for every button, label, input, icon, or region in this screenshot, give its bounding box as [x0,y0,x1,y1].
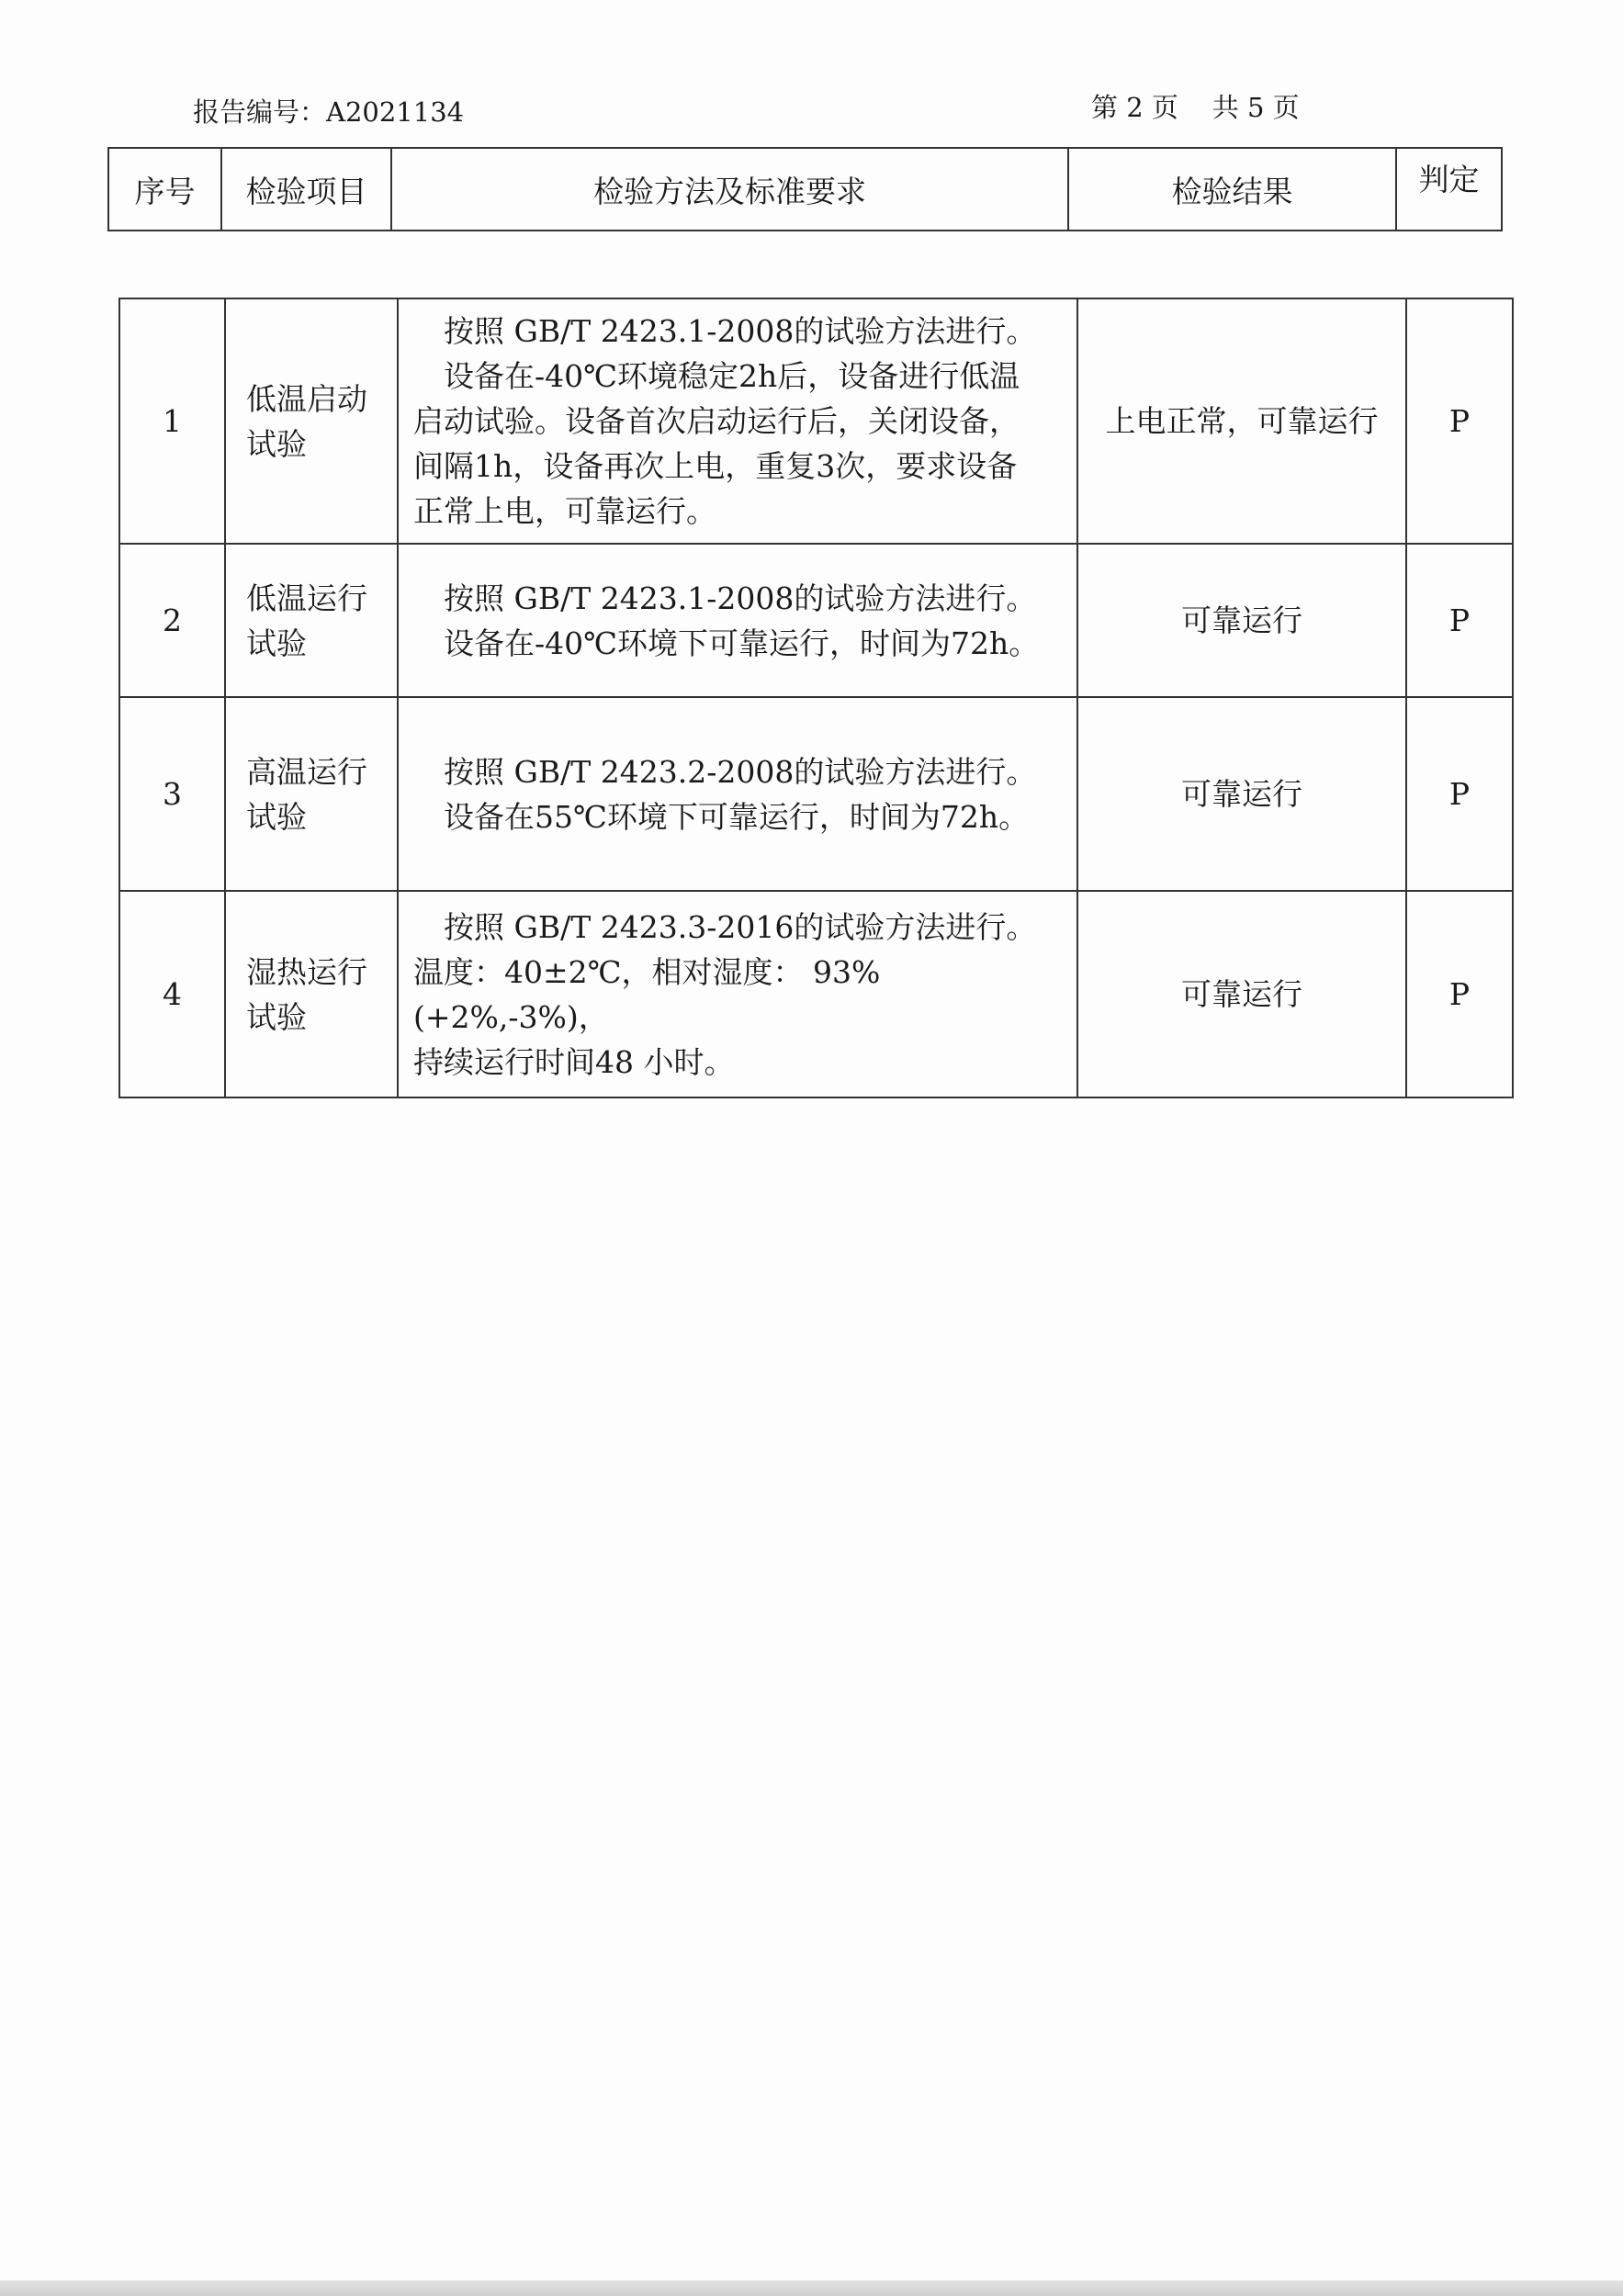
row-item [225,697,398,891]
row-seq: 3 [119,697,225,891]
page-indicator: 第 2 页 共 5 页 [1091,92,1300,123]
item-line: 试验 [246,998,307,1035]
item-line: 湿热运行 [246,953,367,990]
col-header-method: 检验方法及标准要求 [391,148,1068,231]
method-line: 持续运行时间48 小时。 [413,1043,735,1080]
row-method [398,544,1077,697]
method-line: 正常上电，可靠运行。 [413,493,716,529]
col-header-judge: 判定 [1396,148,1502,231]
method-line: 温度：40±2℃，相对湿度： 93%(+2%,-3%)， [413,953,881,1035]
col-header-seq: 序号 [108,148,221,231]
row-judge: P [1406,891,1513,1097]
row-method [398,697,1077,891]
method-line: 按照 GB/T 2423.2-2008的试验方法进行。 [413,753,1037,790]
report-number: 报告编号：A2021134 [193,96,465,128]
row-seq: 4 [119,891,225,1097]
col-header-result: 检验结果 [1068,148,1396,231]
row-result: 可靠运行 [1077,544,1406,697]
row-judge: P [1406,298,1513,544]
row-seq: 2 [119,544,225,697]
row-item [225,544,398,697]
method-line: 设备在-40℃环境稳定2h后，设备进行低温 [413,358,1020,394]
row-result: 可靠运行 [1077,891,1406,1097]
table-row [119,544,1513,697]
row-seq: 1 [119,298,225,544]
method-line: 按照 GB/T 2423.1-2008的试验方法进行。 [413,580,1037,616]
item-line: 试验 [246,798,307,835]
row-method [398,891,1077,1097]
scan-edge-shadow [0,2280,1623,2296]
inspection-table [118,298,1514,1098]
method-line: 按照 GB/T 2423.3-2016的试验方法进行。 [413,908,1037,945]
table-row [119,697,1513,891]
column-header-table [107,147,1503,231]
item-line: 试验 [246,425,307,462]
row-method [398,298,1077,544]
item-line: 低温启动 [246,380,367,417]
item-line: 试验 [246,625,307,661]
method-line: 设备在-40℃环境下可靠运行，时间为72h。 [413,625,1040,661]
row-judge: P [1406,697,1513,891]
row-item [225,891,398,1097]
row-judge: P [1406,544,1513,697]
item-line: 低温运行 [246,580,367,616]
method-line: 按照 GB/T 2423.1-2008的试验方法进行。 [413,313,1037,349]
col-header-item: 检验项目 [221,148,391,231]
column-header-row [108,148,1502,231]
item-line: 高温运行 [246,753,367,790]
row-item [225,298,398,544]
row-result: 上电正常，可靠运行 [1077,298,1406,544]
table-row [119,891,1513,1097]
row-result: 可靠运行 [1077,697,1406,891]
method-line: 间隔1h，设备再次上电，重复3次，要求设备 [413,448,1018,484]
method-line: 设备在55℃环境下可靠运行，时间为72h。 [413,798,1030,835]
method-line: 启动试验。设备首次启动运行后，关闭设备， [413,403,1020,439]
table-row [119,298,1513,544]
